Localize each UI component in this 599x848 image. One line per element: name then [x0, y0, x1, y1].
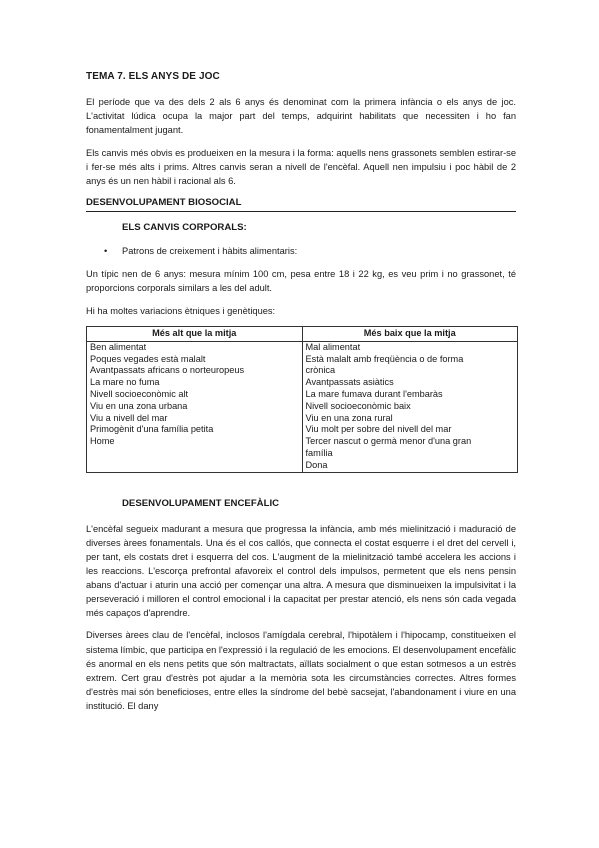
table-cell: crònica — [305, 365, 336, 376]
section-heading-biosocial: DESENVOLUPAMENT BIOSOCIAL — [86, 196, 516, 212]
paragraph-typical-child: Un típic nen de 6 anys: mesura mínim 100 cm, pesa entre 18 i 22 kg, es veu prim i no grassonet, té proporcions corporals similars a les del adult. — [86, 269, 516, 294]
document-body — [86, 70, 516, 721]
table-cell: Viu a nivell del mar — [90, 412, 168, 423]
table-cell: La mare no fuma — [90, 377, 160, 388]
table-cell: Nivell socioeconòmic alt — [90, 388, 189, 399]
bullet-icon: • — [104, 246, 108, 257]
bullet-text: Patrons de creixement i hàbits alimentaris: — [122, 246, 298, 257]
subsection-heading-corporals: ELS CANVIS CORPORALS: — [122, 222, 247, 234]
paragraph-variations: Hi ha moltes variacions ètniques i genètiques: — [86, 305, 276, 316]
table-column-shorter — [302, 341, 518, 472]
table-cell: Ben alimentat — [90, 341, 147, 352]
table-cell: Dona — [305, 459, 328, 470]
table-cell: Viu en una zona urbana — [90, 400, 188, 411]
paragraph-encefalic-1: L'encèfal segueix madurant a mesura que progressa la infància, amb més mielinització i maduració de diverses àrees fonamentals. Una és el cos callós, que connecta el costat esquerre i el dret del cervell i, per tant, els costats dret i esquerra del cos. L'augment de la mielinització també accelera les accions i les reaccions. L'escorça prefrontal afavoreix el control dels impulsos, permetent que els nens pensin abans d'actuar i aturin una acció per començar una altra. A mesura que disminueixen la impulsivitat i la perseveració i milloren el control emocional i la capacitat per prestar atenció, els nens són cada vegada més capaços d'aprendre. — [86, 523, 516, 619]
table-cell: La mare fumava durant l'embaràs — [305, 388, 443, 399]
table-cell: Tercer nascut o germà menor d'una gran — [305, 436, 472, 447]
table-cell: Poques vegades està malalt — [90, 353, 206, 364]
table-cell: Nivell socioeconòmic baix — [305, 400, 411, 411]
table-cell: Està malalt amb freqüència o de forma — [305, 353, 464, 364]
paragraph-encefalic-2: Diverses àrees clau de l'encèfal, inclosos l'amígdala cerebral, l'hipotàlem i l'hipocamp, constitueixen el sistema límbic, que participa en l'expressió i la regulació de les emocions. El desenvolupament encefàlic és anormal en els nens petits que són maltractats, aïllats socialment o que estan sotmesos a un estrès extrem. Cert grau d'estrès pot ajudar a la memòria sota les circumstàncies correctes. Altres formes d'estrès mai són beneficioses, entre elles la síndrome del bebè sacsejat, l'abandonament i viure en una institució. El dany — [86, 630, 516, 711]
table-cell: Viu molt per sobre del nivell del mar — [305, 424, 452, 435]
table-cell: Avantpassats africans o norteuropeus — [90, 365, 245, 376]
table-cell: família — [305, 447, 333, 458]
variations-table — [86, 326, 518, 473]
table-cell: Home — [90, 436, 115, 447]
intro-paragraph-1: El període que va des dels 2 als 6 anys és denominat com la primera infància o els anys de joc. L'activitat lúdica ocupa la major part del temps, adquirint habilitats que necessiten i ho fan fonamentalment jugant. — [86, 97, 516, 136]
table-cell: Primogènit d'una família petita — [90, 424, 214, 435]
table-header-taller: Més alt que la mitja — [87, 326, 303, 341]
subsection-heading-encefalic: DESENVOLUPAMENT ENCEFÀLIC — [122, 497, 280, 509]
intro-paragraph-2: Els canvis més obvis es produeixen en la mesura i la forma: aquells nens grassonets semblen estirar-se i fer-se més alts i prims. Altres canvis seran a nivell de l'encèfal. Aquell nen impulsiu i poc hàbil de 2 anys és un nen hàbil i racional als 6. — [86, 147, 516, 186]
table-header-shorter: Més baix que la mitja — [302, 326, 518, 341]
page-title: TEMA 7. ELS ANYS DE JOC — [86, 71, 220, 82]
table-cell: Viu en una zona rural — [305, 412, 393, 423]
table-cell: Mal alimentat — [305, 341, 361, 352]
table-column-taller — [87, 341, 303, 472]
bullet-item — [104, 244, 516, 258]
table-cell: Avantpassats asiàtics — [305, 377, 394, 388]
